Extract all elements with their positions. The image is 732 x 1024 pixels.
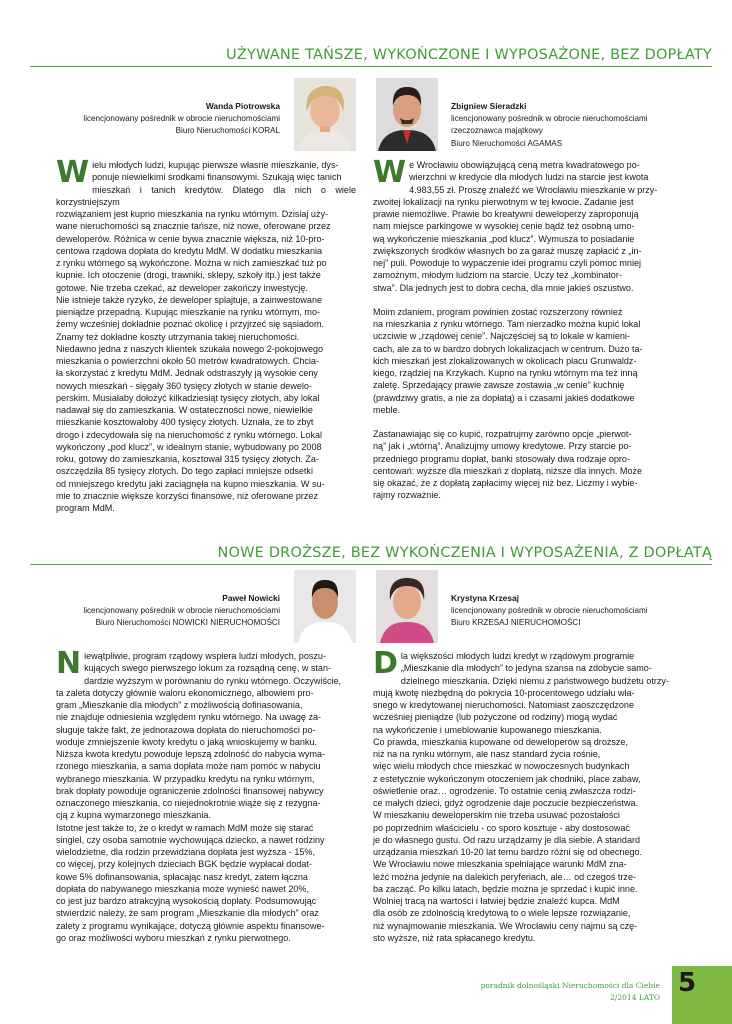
- dropcap: D: [373, 646, 398, 681]
- article-column-left: [56, 155, 356, 514]
- author-photo: [376, 78, 438, 151]
- author-photo: [376, 570, 438, 643]
- dropcap: W: [56, 155, 90, 190]
- paragraph: iewątpliwie, program rządowy wspiera ludzi młodych, poszu- kujących swego pierwszego lokum za rozsądną cenę, w stan- dardzie wyższym w porównaniu do rynku wtórnego. Oczywiście, ta zaleta dotyczy głównie waloru ekonomicznego, albowiem pro- gram „Mieszkanie dla młodych” z możliwością dofinasowania, nie znajduje odniesienia względem rynku wtórnego. Na uwagę za- sługuje także fakt, że jednorazowa dopłata do nieruchomości po- woduje zmniejszenie kwoty kredytu o jaką wnioskujemy w banku. Niższa kwota kredytu powoduje lepszą zdolność do nabycia wyma- rzonego mieszkania, a sama dopłata może nam pomóc w nabyciu wybranego mieszkania. W przypadku kredytu na rynku wtórnym, brak dopłaty powoduje ograniczenie zdolności finansowej nabywcy oznaczonego mieszkania, co niejednokrotnie wiąże się z rezygna- cją z kupna wymarzonego mieszkania.: [56, 651, 342, 821]
- section-rule: [30, 564, 712, 565]
- footer-publication: poradnik dolnośląski Nieruchomości dla Ciebie: [480, 981, 660, 990]
- author-name: Wanda Piotrowska: [205, 101, 280, 111]
- author-office: Biuro Nieruchomości NOWICKI NIERUCHOMOŚCI: [95, 618, 280, 627]
- author-photo: [294, 78, 356, 151]
- author-title: licencjonowany pośrednik w obrocie nieruchomościami: [451, 113, 648, 123]
- article-column-left: [56, 646, 356, 944]
- section-title: UŻYWANE TAŃSZE, WYKOŃCZONE I WYPOSAŻONE, BEZ DOPŁATY: [226, 47, 712, 63]
- author-photo: [294, 570, 356, 643]
- dropcap: N: [56, 646, 82, 681]
- author-info: [451, 592, 691, 630]
- author-role: rzeczoznawca majątkowy: [451, 126, 543, 135]
- author-name: Krystyna Krzesaj: [451, 593, 519, 603]
- author-office: Biuro KRZESAJ NIERUCHOMOŚCI: [451, 618, 581, 627]
- section-title: NOWE DROŻSZE, BEZ WYKOŃCZENIA I WYPOSAŻENIA, Z DOPŁATĄ: [217, 545, 712, 561]
- page-number: 5: [672, 966, 732, 1024]
- paragraph: e Wrocławiu obowiązującą ceną metra kwadratowego po- wierzchni w kredycie dla młodych ludzi na starcie jest kwota 4.983,55 zł. Proszę znaleźć we Wrocławiu mieszkanie w przy- zwoitej lokalizacji na rynku pierwotnym w tej kwocie. Zadanie jest prawie niemożliwe. Prawie bo kreatywni deweloperzy zaproponują nam miejsce parkingowe w wysokiej cenie bądź też osobną umo- wą wykończenie mieszkania „pod klucz”. Wymusza to posiadanie zwiększonych środków własnych bo za garaż muszę zapłacić z „in- nej” puli. Powoduje to wypaczenie idei programu czyli pomoc mniej zamożnym, młodym ludziom na starcie. Uczy też „kombinator- stwa”. Dla jednych jest to dobra cecha, dla mnie jakieś oszustwo.: [373, 160, 658, 293]
- author-title: licencjonowany pośrednik w obrocie nieruchomościami: [451, 605, 648, 615]
- footer-issue: 2/2014 LATO: [610, 993, 660, 1002]
- paragraph: Nie istnieje także ryzyko, że deweloper splajtuje, a zainwestowane pieniądze przepadną. Kupując mieszkanie na rynku wtórnym, mo- żemy wcześniej dokładnie poznać okolicę i przyjrzeć się sąsiadom. Znamy też dokładne koszty utrzymania takiej nieruchomości.: [56, 294, 325, 342]
- paragraph: Istotne jest także to, że o kredyt w ramach MdM może się starać singiel, czy osoba samotnie wychowująca dziecko, a nawet rodziny wielodzietne, dla rodzin przewidziana dopłata jest wyższa - 15%, co więcej, przy kolejnych dzieciach BGK będzie wypłacał dodat- kowe 5% dofinansowania, spłacając nasz kredyt, zatem łączna dopłata do nabywanego mieszkania może wynieść nawet 20%, co jest już bardzo atrakcyjną wysokością dopłaty. Podsumowując stwierdzić należy, że sam program „Mieszkanie dla młodych” oraz zalety z programu wynikające, dotyczą głównie aspektu finansowe- go oraz możliwości wyboru mieszkań z rynku pierwotnego.: [56, 822, 325, 943]
- dropcap: W: [373, 155, 407, 190]
- paragraph: ielu młodych ludzi, kupując pierwsze własne mieszkanie, dys- ponuje niewielkimi środkami finansowymi. Szukają więc tanich mieszkań i tanich kredytów. Dlatego dla nich o wiele korzystniejszym rozwiązaniem jest kupno mieszkania na rynku wtórnym. Dzisiaj uży- wane nieruchomości są znacznie tańsze, niż nowe, oferowane przez deweloperów. Różnica w cenie bywa znacznie większa, niż 10-pro- centowa rządowa dopłata do kredytu MdM. W dodatku mieszkania z rynku wtórnego są wykończone. Można w nich zamieszkać tuż po kupnie. Ich otoczenie (drogi, trawniki, sklepy, szkoły itp.) jest także gotowe. Nie trzeba czekać, aż deweloper zakończy inwestycję.: [56, 160, 356, 293]
- author-info: [451, 100, 691, 150]
- paragraph: Moim zdaniem, program powinien zostać rozszerzony również na mieszkania z rynku wtórnego. Tam nierzadko można kupić lokal uczciwie w „rządowej cenie”. Najczęściej są to lokale w kamieni- cach, ale za to w bardzo dobrych lokalizacjach w centrum. Dużo ta- kich mieszkań jest zlokalizowanych w okolicach placu Grunwaldz- kiego, rządziej na Krzykach. Kupno na rynku wtórnym ma też inną zaletę. Sprzedający prawie zawsze zostawia „w cenie” kuchnię (prawdziwy gratis, a nie za dopłatą) a i czasami jakieś dodatkowe meble.: [373, 306, 643, 415]
- article-column-right: [373, 646, 677, 944]
- paragraph: Co prawda, mieszkania kupowane od deweloperów są droższe, niż na na rynku wtórnym, ale nasz standard życia rośnie, więc wielu młodych chce mieszkać w nowoczesnych budynkach z estetycznie wykończonym otoczeniem jak chodniki, place zabaw, oświetlenie oraz… ogrodzenie. To ostatnie cenią zwłaszcza rodzi- ce małych dzieci, gdyż ogrodzenie daje poczucie bezpieczeństwa. W mieszkaniu deweloperskim nie trzeba usuwać pozostałości po poprzednim właścicielu - co sporo kosztuje - aby dostosować je do własnego gustu. Od razu urządzamy je dla siebie. A standard urządzania mieszkań 10-20 lat temu bardzo różni się od obecnego. We Wrocławiu nowe mieszkania spełniające warunki MdM zna- leźć można jedynie na dalekich peryferiach, ale… od czegoś trze- ba zacząć. Po kilku latach, będzie można je sprzedać i kupić inne. Wolniej tracą na wartości i łatwiej będzie znaleźć kupca. MdM dla osób ze zdolnością kredytową to o wiele lepsze rozwiązanie, niż wynajmowanie mieszkania. We Wrocławiu ceny najmu są czę- sto wyższe, niż rata spłacanego kredytu.: [373, 736, 643, 943]
- author-title: licencjonowany pośrednik w obrocie nieruchomościami: [83, 113, 280, 123]
- author-office: Biuro Nieruchomości KORAL: [175, 126, 280, 135]
- paragraph: la większości młodych ludzi kredyt w rządowym programie „Mieszkanie dla młodych” to jedyna szansa na zdobycie samo- dzielnego mieszkania. Dzięki niemu z państwowego budżetu otrzy- mują kwotę niezbędną do pokrycia 10-procentowego udziału wła- snego w kredytowanej nieruchomości. Natomiast zaoszczędzone wcześniej pieniądze (lub pożyczone od rodziny) mogą wydać na wykończenie i umeblowanie kupowanego mieszkania.: [373, 651, 669, 735]
- paragraph: Zastanawiając się co kupić, rozpatrujmy zarówno opcje „pierwot- ną” jak i „wtórną”. Analizujmy umowy kredytowe. Przy starcie po- przedniego programu dopłat, banki stosowały dwa rodzaje opro- centowań: wyższe dla mieszkań z dopłatą, niższe dla innych. Może się okazać, że z dopłatą zapłacimy więcej niż bez. Liczmy i wybie- rajmy rozważnie.: [373, 429, 643, 501]
- author-title: licencjonowany pośrednik w obrocie nieruchomościami: [83, 605, 280, 615]
- author-info: [20, 592, 280, 630]
- paragraph: Niedawno jedna z naszych klientek szukała nowego 2-pokojowego mieszkania o powierzchni około 50 metrów kwadratowych. Chcia- ła skorzystać z kredytu MdM. Jednak odstraszyły ją wysokie ceny nowych mieszkań - sięgały 360 tysięcy złotych w stanie dewelo- perskim. Musiałaby dołożyć kilkadziesiąt tysięcy złotych, aby lokal nadawał się do zamieszkania. W ostateczności nowe, niewielkie mieszkanie kosztowałoby 400 tysięcy złotych. Uznała, że to zbyt drogo i zdecydowała się na nieruchomość z rynku wtórnego. Lokal wykończony „pod klucz”, w idealnym stanie, wybudowany po 2008 roku, gotowy do zamieszkania, kosztował 315 tysięcy złotych. Za- oszczędziła 85 tysięcy złotych. Do tego zapłaci mniejsze odsetki od mniejszego kredytu jaki zaciągnęła na kupno mieszkania. W su- mie to znacznie większe korzyści finansowe, niż oferowane przez program MdM.: [56, 343, 325, 513]
- author-name: Zbigniew Sieradzki: [451, 101, 527, 111]
- article-column-right: [373, 155, 677, 502]
- author-info: [20, 100, 280, 138]
- author-office: Biuro Nieruchomości AGAMAS: [451, 138, 563, 148]
- section-rule: [30, 66, 712, 67]
- author-name: Paweł Nowicki: [222, 593, 280, 603]
